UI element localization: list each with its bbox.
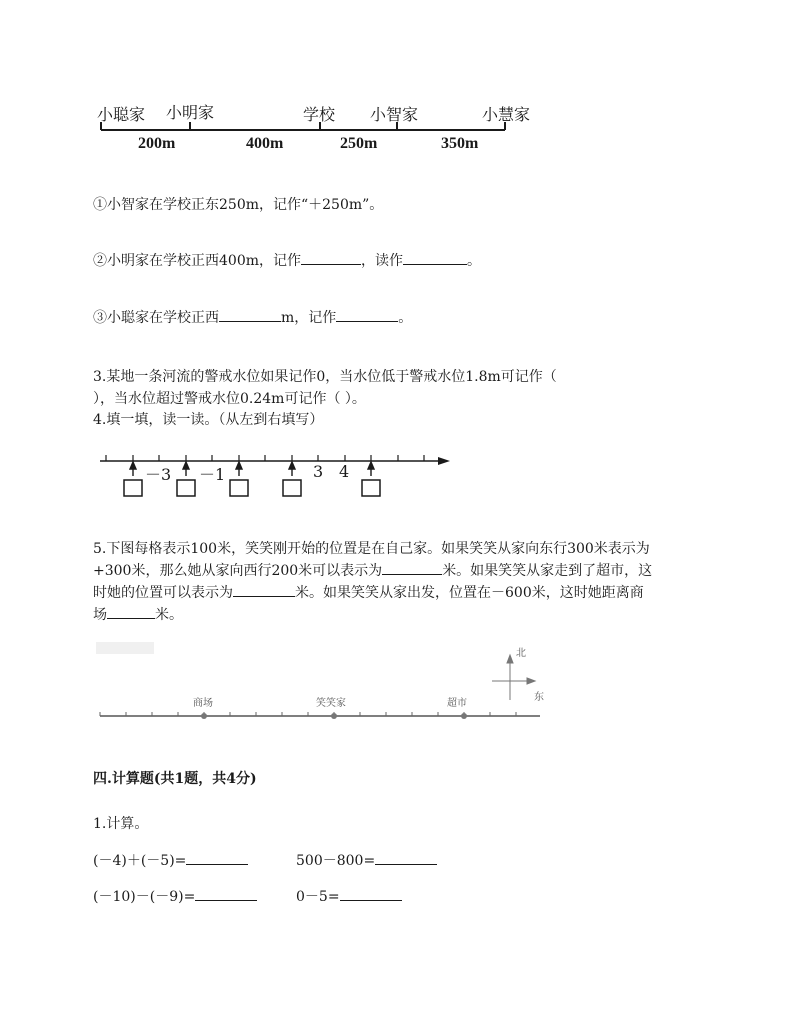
compass-east-label: 东	[534, 692, 544, 703]
distance-250: 250m	[340, 135, 378, 152]
distance-200: 200m	[138, 135, 176, 152]
faded-label-blur	[96, 642, 154, 654]
place-xiaohui: 小慧家	[482, 105, 531, 124]
tick-label-minus-3: －3	[145, 465, 172, 484]
expression-text: (－4)＋(－5)=	[93, 853, 187, 869]
subquestion-2-text: ②小明家在学校正西400m，记作	[93, 253, 301, 269]
place-xiaoming: 小明家	[166, 103, 215, 122]
answer-blank	[375, 850, 437, 865]
problem-3-line-1: 3.某地一条河流的警戒水位如果记作0，当水位低于警戒水位1.8m可记作（	[93, 369, 557, 385]
market-dot	[461, 713, 467, 719]
problem-5-text: 米。如果笑笑从家走到了超市，这	[442, 563, 653, 579]
expression-text: 0－5=	[296, 889, 340, 905]
problem-5-text: 场	[93, 607, 107, 623]
distance-400: 400m	[246, 135, 284, 152]
subquestion-1: ①小智家在学校正东250m，记作“＋250m”。	[93, 197, 384, 213]
distance-350: 350m	[441, 135, 479, 152]
problem-5-text: 时她的位置可以表示为	[93, 585, 233, 601]
map-label-market: 超市	[447, 698, 467, 709]
subquestion-2-text: ，读作	[361, 253, 403, 269]
expression-1	[93, 850, 248, 870]
expression-text: 500－800=	[296, 853, 376, 869]
place-xiaozhi: 小智家	[370, 105, 419, 124]
subquestion-3-text: m，记作	[281, 310, 337, 326]
subquestion-3-text: ③小聪家在学校正西	[93, 310, 219, 326]
place-school: 学校	[303, 105, 336, 124]
problem-5-text: 米。	[155, 607, 183, 623]
answer-blank	[186, 850, 248, 865]
map-label-mall: 商场	[193, 698, 213, 709]
problem-4-title: 4.填一填，读一读。（从左到右填写）	[93, 412, 324, 428]
subquestion-2-text: 。	[467, 253, 481, 269]
problem-5-text: 米。如果笑笑从家出发，位置在－600米，这时她距离商	[295, 585, 644, 601]
expression-4	[296, 886, 402, 906]
expression-2	[296, 850, 437, 870]
subquestion-3-text: 。	[398, 310, 413, 326]
answer-blank	[195, 886, 257, 901]
map-label-home: 笑笑家	[316, 698, 346, 709]
tick-label-minus-1: －1	[199, 465, 226, 484]
expression-text: (－10)－(－9)=	[93, 889, 196, 905]
compass-icon	[492, 655, 535, 700]
problem-5-text: +300米，那么她从家向西行200米可以表示为	[93, 563, 383, 579]
home-dot	[331, 713, 337, 719]
compass-north-label: 北	[516, 648, 526, 659]
question-title: 1.计算。	[93, 816, 149, 832]
section-heading: 四.计算题(共1题，共4分)	[93, 771, 257, 787]
answer-blank	[340, 886, 402, 901]
expression-3	[93, 886, 257, 906]
problem-3-line-2: ），当水位超过警戒水位0.24m可记作（ ）。	[93, 391, 366, 407]
tick-label-3: 3	[313, 462, 324, 481]
tick-label-4: 4	[339, 462, 350, 481]
problem-5-line-1: 5.下图每格表示100米，笑笑刚开始的位置是在自己家。如果笑笑从家向东行300米表示为	[93, 541, 650, 557]
mall-dot	[201, 713, 207, 719]
place-xiaocong: 小聪家	[97, 105, 146, 124]
